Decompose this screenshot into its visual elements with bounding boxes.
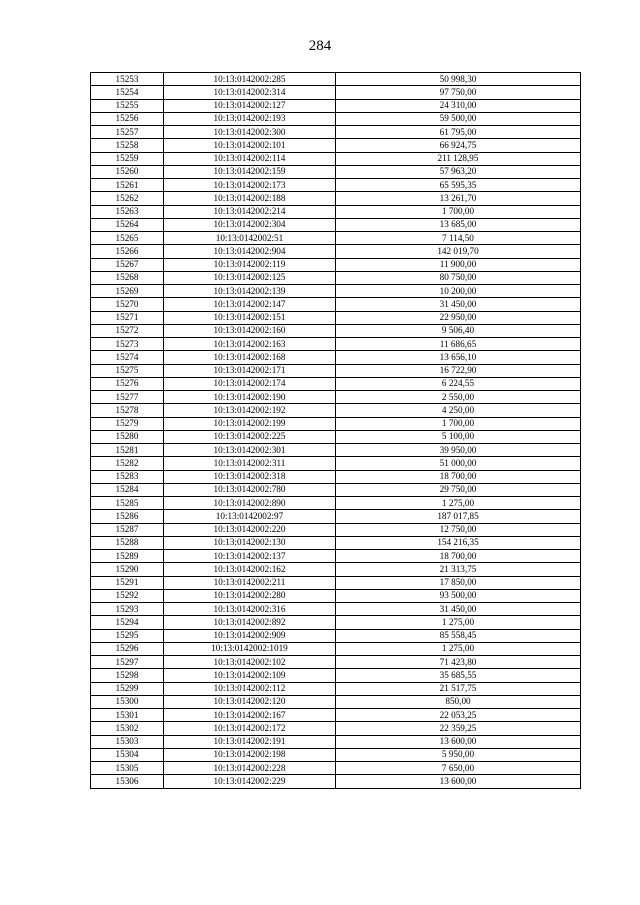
table-row <box>91 603 581 616</box>
row-number-cell: 15271 <box>91 311 164 324</box>
row-number-cell: 15273 <box>91 338 164 351</box>
cadastral-number-cell: 10:13:0142002:198 <box>164 748 336 761</box>
table-row <box>91 192 581 205</box>
cadastral-value-cell: 59 500,00 <box>336 112 581 125</box>
table-row <box>91 444 581 457</box>
row-number-cell: 15274 <box>91 351 164 364</box>
table-row <box>91 232 581 245</box>
table-row <box>91 298 581 311</box>
row-number-cell: 15301 <box>91 709 164 722</box>
table-row <box>91 245 581 258</box>
cadastral-number-cell: 10:13:0142002:97 <box>164 510 336 523</box>
cadastral-value-cell: 12 750,00 <box>336 523 581 536</box>
cadastral-value-cell: 93 500,00 <box>336 589 581 602</box>
cadastral-value-cell: 4 250,00 <box>336 404 581 417</box>
cadastral-value-cell: 6 224,55 <box>336 377 581 390</box>
cadastral-number-cell: 10:13:0142002:892 <box>164 616 336 629</box>
table-body <box>91 73 581 789</box>
cadastral-value-cell: 13 261,70 <box>336 192 581 205</box>
table-row <box>91 258 581 271</box>
cadastral-value-cell: 187 017,85 <box>336 510 581 523</box>
cadastral-number-cell: 10:13:0142002:151 <box>164 311 336 324</box>
row-number-cell: 15295 <box>91 629 164 642</box>
row-number-cell: 15266 <box>91 245 164 258</box>
cadastral-value-cell: 2 550,00 <box>336 391 581 404</box>
cadastral-value-cell: 57 963,20 <box>336 165 581 178</box>
cadastral-number-cell: 10:13:0142002:162 <box>164 563 336 576</box>
cadastral-number-cell: 10:13:0142002:316 <box>164 603 336 616</box>
cadastral-value-cell: 31 450,00 <box>336 603 581 616</box>
table-row <box>91 351 581 364</box>
cadastral-value-cell: 10 200,00 <box>336 285 581 298</box>
cadastral-value-cell: 1 275,00 <box>336 616 581 629</box>
row-number-cell: 15288 <box>91 536 164 549</box>
cadastral-number-cell: 10:13:0142002:159 <box>164 165 336 178</box>
table-row <box>91 722 581 735</box>
table-row <box>91 748 581 761</box>
cadastral-number-cell: 10:13:0142002:112 <box>164 682 336 695</box>
table-row <box>91 179 581 192</box>
row-number-cell: 15285 <box>91 497 164 510</box>
table-row <box>91 550 581 563</box>
cadastral-value-cell: 9 506,40 <box>336 324 581 337</box>
cadastral-value-cell: 13 656,10 <box>336 351 581 364</box>
table-row <box>91 404 581 417</box>
table-row <box>91 338 581 351</box>
cadastral-number-cell: 10:13:0142002:119 <box>164 258 336 271</box>
cadastral-value-cell: 211 128,95 <box>336 152 581 165</box>
table-row <box>91 656 581 669</box>
cadastral-value-cell: 13 600,00 <box>336 775 581 788</box>
table-row <box>91 563 581 576</box>
cadastral-value-cell: 50 998,30 <box>336 73 581 86</box>
cadastral-number-cell: 10:13:0142002:168 <box>164 351 336 364</box>
cadastral-number-cell: 10:13:0142002:160 <box>164 324 336 337</box>
row-number-cell: 15292 <box>91 589 164 602</box>
cadastral-number-cell: 10:13:0142002:174 <box>164 377 336 390</box>
cadastral-number-cell: 10:13:0142002:127 <box>164 99 336 112</box>
cadastral-value-cell: 18 700,00 <box>336 470 581 483</box>
cadastral-value-cell: 61 795,00 <box>336 126 581 139</box>
cadastral-number-cell: 10:13:0142002:225 <box>164 430 336 443</box>
page-number: 284 <box>308 38 332 54</box>
row-number-cell: 15263 <box>91 205 164 218</box>
row-number-cell: 15300 <box>91 695 164 708</box>
row-number-cell: 15287 <box>91 523 164 536</box>
row-number-cell: 15306 <box>91 775 164 788</box>
row-number-cell: 15277 <box>91 391 164 404</box>
table-row <box>91 589 581 602</box>
cadastral-number-cell: 10:13:0142002:1019 <box>164 642 336 655</box>
table-row <box>91 497 581 510</box>
row-number-cell: 15280 <box>91 430 164 443</box>
row-number-cell: 15265 <box>91 232 164 245</box>
cadastral-number-cell: 10:13:0142002:109 <box>164 669 336 682</box>
cadastral-number-cell: 10:13:0142002:190 <box>164 391 336 404</box>
cadastral-value-cell: 7 650,00 <box>336 762 581 775</box>
table-row <box>91 417 581 430</box>
cadastral-number-cell: 10:13:0142002:314 <box>164 86 336 99</box>
cadastral-number-cell: 10:13:0142002:318 <box>164 470 336 483</box>
cadastral-value-cell: 51 000,00 <box>336 457 581 470</box>
cadastral-number-cell: 10:13:0142002:114 <box>164 152 336 165</box>
cadastral-number-cell: 10:13:0142002:220 <box>164 523 336 536</box>
cadastral-number-cell: 10:13:0142002:139 <box>164 285 336 298</box>
cadastral-number-cell: 10:13:0142002:229 <box>164 775 336 788</box>
table-row <box>91 762 581 775</box>
cadastral-value-cell: 24 310,00 <box>336 99 581 112</box>
table-row <box>91 391 581 404</box>
table-row <box>91 457 581 470</box>
cadastral-value-cell: 7 114,50 <box>336 232 581 245</box>
row-number-cell: 15282 <box>91 457 164 470</box>
row-number-cell: 15297 <box>91 656 164 669</box>
cadastral-number-cell: 10:13:0142002:120 <box>164 695 336 708</box>
cadastral-number-cell: 10:13:0142002:300 <box>164 126 336 139</box>
table-row <box>91 616 581 629</box>
row-number-cell: 15278 <box>91 404 164 417</box>
table-row <box>91 86 581 99</box>
table-row <box>91 377 581 390</box>
row-number-cell: 15303 <box>91 735 164 748</box>
cadastral-number-cell: 10:13:0142002:192 <box>164 404 336 417</box>
cadastral-number-cell: 10:13:0142002:211 <box>164 576 336 589</box>
cadastral-value-cell: 5 950,00 <box>336 748 581 761</box>
cadastral-number-cell: 10:13:0142002:173 <box>164 179 336 192</box>
row-number-cell: 15272 <box>91 324 164 337</box>
cadastral-number-cell: 10:13:0142002:191 <box>164 735 336 748</box>
cadastral-value-table <box>90 72 581 789</box>
cadastral-value-cell: 142 019,70 <box>336 245 581 258</box>
cadastral-value-cell: 16 722,90 <box>336 364 581 377</box>
cadastral-number-cell: 10:13:0142002:101 <box>164 139 336 152</box>
cadastral-value-cell: 22 359,25 <box>336 722 581 735</box>
row-number-cell: 15255 <box>91 99 164 112</box>
cadastral-value-cell: 154 216,35 <box>336 536 581 549</box>
table-row <box>91 218 581 231</box>
row-number-cell: 15296 <box>91 642 164 655</box>
table-row <box>91 126 581 139</box>
row-number-cell: 15302 <box>91 722 164 735</box>
row-number-cell: 15304 <box>91 748 164 761</box>
row-number-cell: 15257 <box>91 126 164 139</box>
row-number-cell: 15286 <box>91 510 164 523</box>
row-number-cell: 15281 <box>91 444 164 457</box>
table-row <box>91 775 581 788</box>
table-row <box>91 669 581 682</box>
table-row <box>91 536 581 549</box>
row-number-cell: 15268 <box>91 271 164 284</box>
cadastral-number-cell: 10:13:0142002:51 <box>164 232 336 245</box>
row-number-cell: 15256 <box>91 112 164 125</box>
cadastral-number-cell: 10:13:0142002:172 <box>164 722 336 735</box>
cadastral-number-cell: 10:13:0142002:167 <box>164 709 336 722</box>
cadastral-number-cell: 10:13:0142002:171 <box>164 364 336 377</box>
row-number-cell: 15283 <box>91 470 164 483</box>
cadastral-value-cell: 1 275,00 <box>336 497 581 510</box>
table-row <box>91 311 581 324</box>
row-number-cell: 15270 <box>91 298 164 311</box>
cadastral-number-cell: 10:13:0142002:909 <box>164 629 336 642</box>
cadastral-number-cell: 10:13:0142002:904 <box>164 245 336 258</box>
row-number-cell: 15275 <box>91 364 164 377</box>
cadastral-number-cell: 10:13:0142002:163 <box>164 338 336 351</box>
table-row <box>91 271 581 284</box>
cadastral-value-cell: 5 100,00 <box>336 430 581 443</box>
row-number-cell: 15294 <box>91 616 164 629</box>
table-row <box>91 735 581 748</box>
table-row <box>91 470 581 483</box>
table-row <box>91 629 581 642</box>
cadastral-value-cell: 97 750,00 <box>336 86 581 99</box>
cadastral-value-cell: 17 850,00 <box>336 576 581 589</box>
cadastral-value-cell: 22 053,25 <box>336 709 581 722</box>
row-number-cell: 15290 <box>91 563 164 576</box>
cadastral-value-cell: 21 517,75 <box>336 682 581 695</box>
row-number-cell: 15267 <box>91 258 164 271</box>
cadastral-number-cell: 10:13:0142002:890 <box>164 497 336 510</box>
row-number-cell: 15298 <box>91 669 164 682</box>
row-number-cell: 15261 <box>91 179 164 192</box>
cadastral-value-cell: 35 685,55 <box>336 669 581 682</box>
table-row <box>91 523 581 536</box>
row-number-cell: 15289 <box>91 550 164 563</box>
cadastral-number-cell: 10:13:0142002:147 <box>164 298 336 311</box>
table-row <box>91 364 581 377</box>
cadastral-number-cell: 10:13:0142002:301 <box>164 444 336 457</box>
table-row <box>91 695 581 708</box>
table-row <box>91 285 581 298</box>
row-number-cell: 15260 <box>91 165 164 178</box>
cadastral-number-cell: 10:13:0142002:311 <box>164 457 336 470</box>
table-row <box>91 576 581 589</box>
row-number-cell: 15299 <box>91 682 164 695</box>
cadastral-value-cell: 39 950,00 <box>336 444 581 457</box>
cadastral-value-cell: 11 900,00 <box>336 258 581 271</box>
row-number-cell: 15264 <box>91 218 164 231</box>
cadastral-value-cell: 66 924,75 <box>336 139 581 152</box>
table-row <box>91 152 581 165</box>
cadastral-value-cell: 1 700,00 <box>336 205 581 218</box>
row-number-cell: 15259 <box>91 152 164 165</box>
table-row <box>91 205 581 218</box>
row-number-cell: 15262 <box>91 192 164 205</box>
cadastral-number-cell: 10:13:0142002:125 <box>164 271 336 284</box>
table-row <box>91 483 581 496</box>
table-row <box>91 112 581 125</box>
cadastral-value-cell: 1 275,00 <box>336 642 581 655</box>
table-row <box>91 709 581 722</box>
cadastral-value-cell: 65 595,35 <box>336 179 581 192</box>
row-number-cell: 15269 <box>91 285 164 298</box>
table-row <box>91 139 581 152</box>
row-number-cell: 15284 <box>91 483 164 496</box>
cadastral-value-cell: 31 450,00 <box>336 298 581 311</box>
table-row <box>91 642 581 655</box>
row-number-cell: 15258 <box>91 139 164 152</box>
cadastral-number-cell: 10:13:0142002:228 <box>164 762 336 775</box>
row-number-cell: 15291 <box>91 576 164 589</box>
row-number-cell: 15253 <box>91 73 164 86</box>
cadastral-value-cell: 71 423,80 <box>336 656 581 669</box>
cadastral-value-cell: 18 700,00 <box>336 550 581 563</box>
cadastral-number-cell: 10:13:0142002:199 <box>164 417 336 430</box>
row-number-cell: 15293 <box>91 603 164 616</box>
cadastral-number-cell: 10:13:0142002:280 <box>164 589 336 602</box>
cadastral-value-cell: 11 686,65 <box>336 338 581 351</box>
cadastral-number-cell: 10:13:0142002:137 <box>164 550 336 563</box>
row-number-cell: 15305 <box>91 762 164 775</box>
cadastral-number-cell: 10:13:0142002:304 <box>164 218 336 231</box>
table-row <box>91 430 581 443</box>
cadastral-number-cell: 10:13:0142002:780 <box>164 483 336 496</box>
cadastral-value-cell: 13 685,00 <box>336 218 581 231</box>
cadastral-value-cell: 85 558,45 <box>336 629 581 642</box>
cadastral-value-cell: 1 700,00 <box>336 417 581 430</box>
row-number-cell: 15276 <box>91 377 164 390</box>
row-number-cell: 15279 <box>91 417 164 430</box>
cadastral-value-cell: 29 750,00 <box>336 483 581 496</box>
cadastral-number-cell: 10:13:0142002:193 <box>164 112 336 125</box>
table-row <box>91 510 581 523</box>
cadastral-value-cell: 21 313,75 <box>336 563 581 576</box>
table-row <box>91 99 581 112</box>
table-row <box>91 682 581 695</box>
table-row <box>91 324 581 337</box>
cadastral-value-cell: 13 600,00 <box>336 735 581 748</box>
cadastral-value-cell: 850,00 <box>336 695 581 708</box>
table-row <box>91 165 581 178</box>
cadastral-value-cell: 80 750,00 <box>336 271 581 284</box>
table-row <box>91 73 581 86</box>
cadastral-number-cell: 10:13:0142002:102 <box>164 656 336 669</box>
cadastral-number-cell: 10:13:0142002:188 <box>164 192 336 205</box>
row-number-cell: 15254 <box>91 86 164 99</box>
cadastral-number-cell: 10:13:0142002:285 <box>164 73 336 86</box>
cadastral-number-cell: 10:13:0142002:214 <box>164 205 336 218</box>
cadastral-number-cell: 10:13:0142002:130 <box>164 536 336 549</box>
cadastral-value-cell: 22 950,00 <box>336 311 581 324</box>
